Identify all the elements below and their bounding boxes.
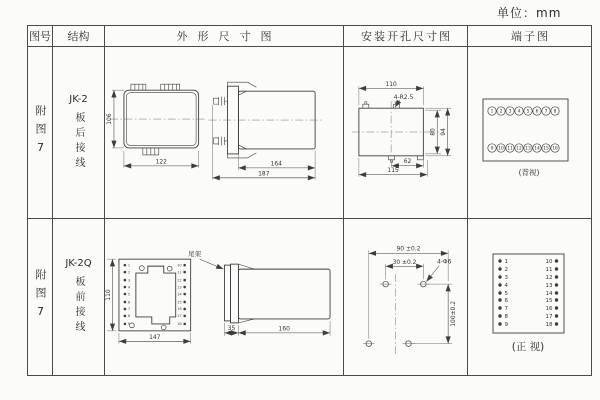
terminal-15: 15: [543, 146, 549, 152]
terminal-13: 13: [525, 146, 531, 152]
svg-text:6: 6: [127, 300, 131, 305]
row2-plate-terminals-left: [124, 263, 131, 326]
dim-mount-width-top: 110: [385, 80, 397, 88]
svg-text:14: 14: [545, 291, 553, 297]
terminal-10: 10: [498, 146, 504, 152]
row1-front-view: [106, 84, 205, 168]
svg-text:2: 2: [504, 267, 508, 273]
svg-text:3: 3: [127, 278, 131, 283]
terminal-row-top: [488, 106, 559, 114]
svg-text:11: 11: [545, 267, 553, 273]
terminal-col-right: [546, 259, 559, 328]
dim-mount-height-outer: 94: [440, 127, 448, 136]
dim-tail-width: 35: [227, 324, 236, 332]
svg-text:16: 16: [177, 307, 182, 312]
row2-outline-cell: [105, 219, 344, 375]
svg-text:15: 15: [545, 298, 553, 304]
row2-fig-no: 附图7: [34, 269, 47, 325]
row2-terminal-diagram: [468, 219, 591, 375]
terminal-6: 6: [535, 109, 539, 115]
terminal-1: 1: [490, 109, 494, 115]
unit-label: 单位：mm: [497, 6, 562, 20]
terminal-col-left: [498, 259, 508, 328]
svg-text:2: 2: [127, 270, 131, 275]
dim-mount-height-inner: 80: [429, 127, 437, 136]
row2-terminal-cell: [468, 219, 591, 375]
row2-structure-desc: 板前接线: [73, 276, 84, 336]
row2-mounting-cell: [344, 219, 468, 375]
terminal-16: 16: [552, 146, 558, 152]
svg-text:1: 1: [504, 259, 508, 265]
col-header-fig-no: 图号: [28, 26, 53, 47]
row2-front-view: [105, 259, 191, 344]
svg-text:17: 17: [545, 314, 553, 320]
svg-text:1: 1: [127, 263, 131, 268]
row1-terminal-cell: [468, 47, 591, 219]
svg-text:11: 11: [177, 270, 182, 275]
svg-text:4: 4: [504, 283, 508, 289]
svg-text:7: 7: [504, 306, 508, 312]
row2-plate-terminals-right: [177, 263, 186, 326]
terminal-3: 3: [508, 109, 512, 115]
terminal-5: 5: [526, 109, 530, 115]
terminal-row-bottom: [488, 143, 559, 151]
dim-plate-width: 147: [149, 333, 161, 341]
row1-outline-drawing: [105, 47, 343, 219]
svg-text:12: 12: [545, 275, 553, 281]
dim-side-inner: 164: [270, 159, 282, 167]
row2-view-caption: (正 视): [511, 341, 545, 353]
svg-text:8: 8: [127, 314, 131, 319]
dim-mount-bottom-inner: 62: [403, 157, 412, 165]
dim-hole-width-inner: 30 ±0.2: [392, 258, 417, 266]
row1-outline-cell: [105, 47, 344, 219]
row1-side-view: [209, 82, 323, 180]
row2-holes-label: 4-Φ6: [436, 258, 452, 266]
svg-text:9: 9: [127, 322, 131, 327]
row2-side-view: [188, 249, 330, 336]
row2-outline-drawing: [105, 219, 343, 375]
svg-text:14: 14: [177, 292, 182, 297]
row1-structure-desc: 板后接线: [73, 111, 84, 172]
row1-fig-no-cell: [28, 47, 53, 219]
dim-front-width: 122: [155, 157, 167, 165]
row1-terminal-diagram: [468, 47, 591, 219]
dim-front-height: 106: [105, 112, 113, 125]
dim-plate-height: 110: [105, 289, 112, 301]
svg-text:7: 7: [127, 307, 131, 312]
row1-fig-no: 附图7: [34, 104, 47, 161]
col-header-mounting: 安装开孔尺寸图: [344, 26, 468, 47]
row1-view-caption: (背视): [518, 167, 540, 177]
col-header-structure: 结构: [53, 26, 105, 47]
row1-model: JK-2: [69, 93, 88, 105]
row1-structure-cell: [53, 47, 105, 219]
terminal-11: 11: [507, 146, 513, 152]
dim-hole-height: 100±0.2: [450, 300, 458, 327]
svg-text:18: 18: [545, 322, 553, 328]
svg-text:5: 5: [504, 291, 508, 297]
terminal-14: 14: [534, 146, 540, 152]
svg-text:13: 13: [177, 285, 182, 290]
svg-text:12: 12: [177, 278, 182, 283]
row2-mounting-drawing: [344, 219, 467, 375]
dim-mount-bottom-total: 115: [387, 166, 399, 174]
row1-mounting-drawing: [344, 47, 467, 219]
svg-text:13: 13: [545, 283, 553, 289]
terminal-7: 7: [544, 109, 548, 115]
svg-text:5: 5: [127, 292, 131, 297]
spec-table: [27, 25, 592, 376]
terminal-2: 2: [499, 109, 503, 115]
svg-text:8: 8: [504, 314, 508, 320]
svg-text:4: 4: [127, 285, 131, 290]
svg-text:16: 16: [545, 306, 553, 312]
dim-side-length: 160: [278, 325, 290, 333]
terminal-9: 9: [490, 146, 494, 152]
svg-text:10: 10: [177, 263, 182, 268]
svg-text:6: 6: [504, 298, 508, 304]
svg-text:10: 10: [545, 259, 553, 265]
row2-structure-cell: [53, 219, 105, 375]
mount-holes-label: 4-R2.5: [393, 93, 414, 101]
row2-fig-no-cell: [28, 219, 53, 375]
svg-text:3: 3: [504, 275, 508, 281]
svg-text:15: 15: [177, 300, 182, 305]
col-header-outline: 外形尺寸图: [105, 26, 344, 47]
col-header-terminal: 端子图: [468, 26, 591, 47]
svg-text:9: 9: [504, 322, 508, 328]
tail-bracket-label: 尾架: [188, 250, 202, 259]
svg-text:17: 17: [177, 314, 182, 319]
svg-text:18: 18: [177, 322, 182, 327]
terminal-12: 12: [516, 146, 522, 152]
terminal-4: 4: [517, 109, 521, 115]
row2-model: JK-2Q: [65, 258, 92, 269]
dim-side-total: 187: [258, 169, 270, 177]
terminal-8: 8: [553, 109, 557, 115]
row1-mounting-cell: [344, 47, 468, 219]
dim-hole-width-top: 90 ±0.2: [396, 245, 421, 253]
